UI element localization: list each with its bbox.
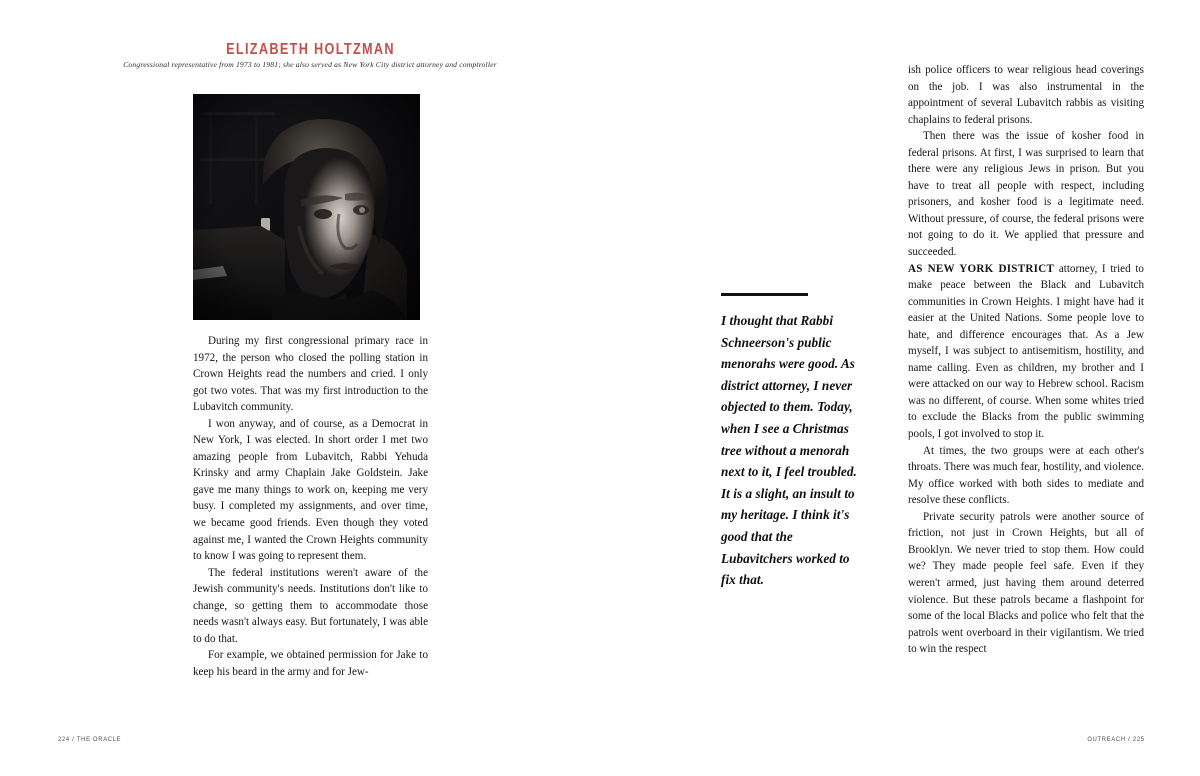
pull-quote <box>721 293 861 591</box>
paragraph: Private security patrols were another source of friction, not just in Crown Heights, but all of Brooklyn. We never tried to stop them. How could we? They made people feel safe. Even if they weren't armed, just having them around deterred violence. But these patrols became a flashpoint for some of the local Blacks and police who felt that the patrols went overboard in their vigilantism. We tried to win the respect <box>908 510 1144 656</box>
footer-left-folio: 224 / THE ORACLE <box>58 736 122 743</box>
paragraph: For example, we obtained permission for Jake to keep his beard in the army and for Jew- <box>193 649 428 678</box>
paragraph: I won anyway, and of course, as a Democrat in New York, I was elected. In short order I met two amazing people from Lubavitch, Rabbi Yehuda Krinsky and army Chaplain Jake Goldstein. Jake gave me many things to work on, keeping me very busy. I completed my assignments, and over time, we became good friends. Even though they voted against me, I wanted the Crown Heights community to know I was going to represent them. <box>193 417 428 563</box>
right-column <box>908 62 1144 658</box>
paragraph-continuation: ish police officers to wear religious head coverings on the job. I was also instrumental in the appointment of several Lubavitch rabbis as visiting chaplains to federal prisons. <box>908 64 1144 126</box>
portrait-image <box>193 94 420 320</box>
paragraph: Then there was the issue of kosher food in federal prisons. At first, I was surprised to learn that there were any religious Jews in prison. But you have to treat all people with respect, including prisoners, and kosher food is a legitimate need. Without pressure, of course, the federal prisons were not going to do it. We applied that pressure and succeeded. <box>908 130 1144 259</box>
paragraph: The federal institutions weren't aware of the Jewish community's needs. Institutions don't like to change, so getting them to accommodate those needs wasn't always easy. But fortunately, I was able to do that. <box>193 566 428 645</box>
paragraph: At times, the two groups were at each other's throats. There was much fear, hostility, and violence. My office worked with both sides to mediate and resolve these conflicts. <box>908 444 1144 507</box>
pull-quote-text: I thought that Rabbi Schneerson's public menorahs were good. As district attorney, I never objected to them. Today, when I see a Christmas tree without a menorah next to it, I feel troubled. It is a slight, an insult to my heritage. I think it's good that the Lubavitchers worked to fix that. <box>721 313 857 588</box>
paragraph: During my first congressional primary race in 1972, the person who closed the polling station in Crown Heights read the numbers and cried. I only got two votes. That was my first introduction to the Lubavitch community. <box>193 335 428 414</box>
section-lead-in: AS NEW YORK DISTRICT <box>908 262 1055 275</box>
pull-quote-rule <box>721 293 808 296</box>
portrait-photo <box>193 94 420 320</box>
section-body: attorney, I tried to make peace between the Black and Lubavitch communities in Crown Heights. I might have had it easier at the United Nations. Some people love to hate, and difference encourages that. As a Jew myself, I was subject to antisemitism, hostility, and name calling. Even as children, my brother and I were attacked on our way to Hebrew school. Racism was no different, of course. When some whites tried to exclude the Blacks from the public swimming pools, I got involved to stop it. <box>908 262 1144 441</box>
section-paragraph <box>908 261 1144 443</box>
left-column <box>193 333 428 680</box>
page-subtitle: Congressional representative from 1973 to 1981; she also served as New York City district attorney and comptroller <box>123 60 497 69</box>
footer-right-folio: OUTREACH / 225 <box>1087 736 1145 743</box>
page-title: ELIZABETH HOLTZMAN <box>226 41 395 58</box>
